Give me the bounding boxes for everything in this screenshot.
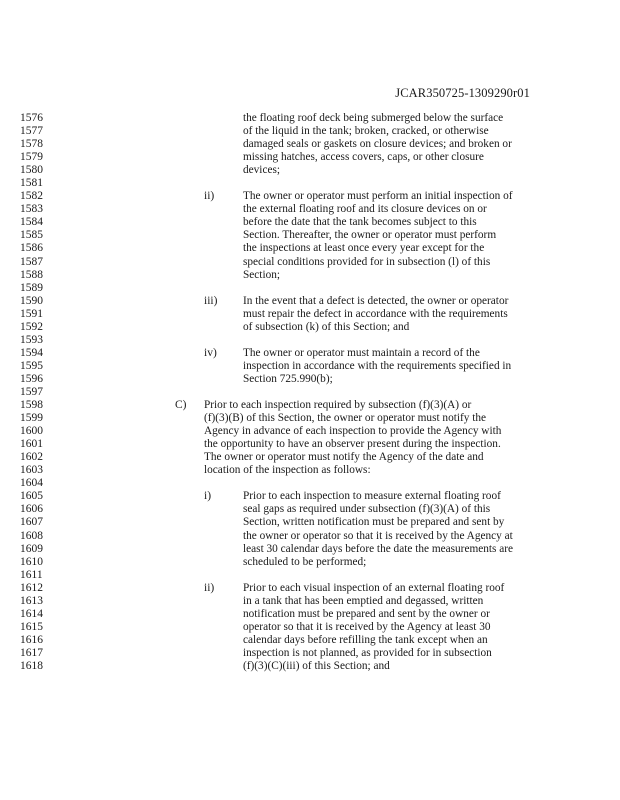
line-text: seal gaps as required under subsection (f)(3)(A) of this xyxy=(243,503,491,516)
document-line xyxy=(0,412,620,425)
document-line xyxy=(0,621,620,634)
line-text: Prior to each inspection required by subsection (f)(3)(A) or xyxy=(204,399,472,412)
line-number: 1607 xyxy=(20,516,43,529)
line-number: 1593 xyxy=(20,333,43,346)
document-line xyxy=(0,203,620,216)
document-line xyxy=(0,490,620,503)
line-number: 1612 xyxy=(20,581,43,594)
line-number: 1600 xyxy=(20,425,43,438)
line-text: (f)(3)(C)(iii) of this Section; and xyxy=(243,659,390,672)
line-text: in a tank that has been emptied and degassed, written xyxy=(243,594,484,607)
document-line xyxy=(0,138,620,151)
document-line xyxy=(0,582,620,595)
line-number: 1610 xyxy=(20,555,43,568)
document-line xyxy=(0,151,620,164)
line-text: The owner or operator must maintain a record of the xyxy=(243,346,480,359)
document-line xyxy=(0,386,620,399)
document-line xyxy=(0,556,620,569)
line-number: 1616 xyxy=(20,633,43,646)
document-id: JCAR350725-1309290r01 xyxy=(395,86,530,100)
line-number: 1577 xyxy=(20,125,43,138)
line-number: 1585 xyxy=(20,229,43,242)
line-number: 1580 xyxy=(20,164,43,177)
document-line xyxy=(0,334,620,347)
document-line xyxy=(0,530,620,543)
line-text: Section; xyxy=(243,268,281,281)
line-number: 1594 xyxy=(20,346,43,359)
document-line xyxy=(0,164,620,177)
line-number: 1592 xyxy=(20,320,43,333)
document-line xyxy=(0,125,620,138)
document-line xyxy=(0,503,620,516)
document-line xyxy=(0,608,620,621)
document-line xyxy=(0,464,620,477)
subsection-label: i) xyxy=(204,490,212,503)
line-number: 1618 xyxy=(20,659,43,672)
line-text: must repair the defect in accordance with the requirements xyxy=(243,307,508,320)
line-number: 1587 xyxy=(20,255,43,268)
line-text: location of the inspection as follows: xyxy=(204,464,371,477)
document-line xyxy=(0,347,620,360)
document-line xyxy=(0,269,620,282)
document-line xyxy=(0,242,620,255)
line-text: Prior to each inspection to measure external floating roof xyxy=(243,490,501,503)
subsection-label: iv) xyxy=(204,346,217,359)
line-number: 1609 xyxy=(20,542,43,555)
line-text: notification must be prepared and sent by the owner or xyxy=(243,607,490,620)
line-number: 1576 xyxy=(20,112,43,124)
document-line xyxy=(0,282,620,295)
line-number: 1615 xyxy=(20,620,43,633)
line-number: 1604 xyxy=(20,477,43,490)
line-number: 1617 xyxy=(20,646,43,659)
subsection-label: ii) xyxy=(204,190,215,203)
line-number: 1596 xyxy=(20,372,43,385)
document-line xyxy=(0,229,620,242)
document-line xyxy=(0,256,620,269)
subsection-label: C) xyxy=(175,399,187,412)
subsection-label: iii) xyxy=(204,294,218,307)
document-line xyxy=(0,634,620,647)
line-number: 1611 xyxy=(20,568,43,581)
line-text: Section 725.990(b); xyxy=(243,372,333,385)
document-line xyxy=(0,438,620,451)
line-number: 1595 xyxy=(20,359,43,372)
document-line xyxy=(0,595,620,608)
line-text: of the liquid in the tank; broken, cracked, or otherwise xyxy=(243,125,489,138)
line-text: devices; xyxy=(243,164,281,177)
line-number: 1586 xyxy=(20,242,43,255)
line-number: 1591 xyxy=(20,307,43,320)
line-number: 1599 xyxy=(20,412,43,425)
document-line xyxy=(0,425,620,438)
line-number: 1589 xyxy=(20,281,43,294)
line-text: inspection is not planned, as provided for in subsection xyxy=(243,646,492,659)
document-line xyxy=(0,373,620,386)
line-number: 1608 xyxy=(20,529,43,542)
line-number: 1614 xyxy=(20,607,43,620)
document-line xyxy=(0,177,620,190)
document-line xyxy=(0,660,620,673)
line-text: (f)(3)(B) of this Section, the owner or operator must notify the xyxy=(204,412,487,425)
line-text: Agency in advance of each inspection to provide the Agency with xyxy=(204,425,502,438)
line-number: 1579 xyxy=(20,151,43,164)
line-number: 1578 xyxy=(20,138,43,151)
document-line xyxy=(0,216,620,229)
line-text: In the event that a defect is detected, the owner or operator xyxy=(243,294,509,307)
line-number: 1583 xyxy=(20,203,43,216)
line-number: 1603 xyxy=(20,464,43,477)
document-line xyxy=(0,516,620,529)
line-text: of subsection (k) of this Section; and xyxy=(243,320,410,333)
document-line xyxy=(0,647,620,660)
line-text: the owner or operator so that it is received by the Agency at xyxy=(243,529,513,542)
line-text: The owner or operator must perform an initial inspection of xyxy=(243,190,513,203)
document-line xyxy=(0,112,620,125)
document-line xyxy=(0,295,620,308)
line-number: 1597 xyxy=(20,385,43,398)
line-text: inspection in accordance with the requirements specified in xyxy=(243,359,512,372)
line-number: 1602 xyxy=(20,451,43,464)
subsection-label: ii) xyxy=(204,581,215,594)
line-number: 1606 xyxy=(20,503,43,516)
line-text: Section. Thereafter, the owner or operator must perform xyxy=(243,229,497,242)
line-number: 1590 xyxy=(20,294,43,307)
line-number: 1605 xyxy=(20,490,43,503)
line-text: least 30 calendar days before the date the measurements are xyxy=(243,542,514,555)
line-text: the inspections at least once every year except for the xyxy=(243,242,485,255)
document-line xyxy=(0,451,620,464)
document-line xyxy=(0,308,620,321)
document-line xyxy=(0,399,620,412)
line-text: scheduled to be performed; xyxy=(243,555,367,568)
line-number: 1601 xyxy=(20,438,43,451)
line-text: The owner or operator must notify the Agency of the date and xyxy=(204,451,484,464)
line-text: Section, written notification must be prepared and sent by xyxy=(243,516,505,529)
line-text: Prior to each visual inspection of an external floating roof xyxy=(243,581,505,594)
line-text: special conditions provided for in subsection (l) of this xyxy=(243,255,491,268)
document-body xyxy=(0,112,620,673)
document-line xyxy=(0,360,620,373)
line-number: 1581 xyxy=(20,177,43,190)
document-line xyxy=(0,543,620,556)
document-line xyxy=(0,321,620,334)
line-text: the external floating roof and its closure devices on or xyxy=(243,203,487,216)
line-number: 1584 xyxy=(20,216,43,229)
line-text: operator so that it is received by the Agency at least 30 xyxy=(243,620,491,633)
line-number: 1598 xyxy=(20,399,43,412)
line-number: 1588 xyxy=(20,268,43,281)
line-text: calendar days before refilling the tank except when an xyxy=(243,633,488,646)
line-text: before the date that the tank becomes subject to this xyxy=(243,216,477,229)
line-text: the floating roof deck being submerged below the surface xyxy=(243,112,504,124)
document-line xyxy=(0,190,620,203)
document-line xyxy=(0,477,620,490)
line-text: missing hatches, access covers, caps, or other closure xyxy=(243,151,484,164)
line-text: damaged seals or gaskets on closure devices; and broken or xyxy=(243,138,512,151)
line-number: 1613 xyxy=(20,594,43,607)
line-text: the opportunity to have an observer present during the inspection. xyxy=(204,438,501,451)
line-number: 1582 xyxy=(20,190,43,203)
document-line xyxy=(0,569,620,582)
